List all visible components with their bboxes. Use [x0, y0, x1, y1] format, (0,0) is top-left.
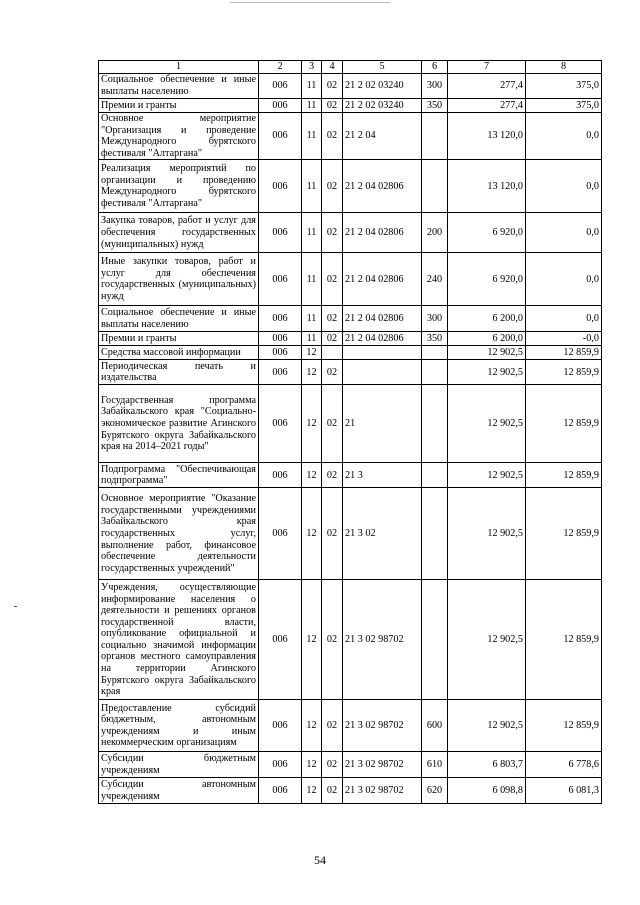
row-target-article: 21 3 02 98702 [343, 778, 422, 804]
row-expense-type [422, 385, 448, 463]
row-kvsr: 006 [259, 360, 302, 385]
table-row [99, 74, 602, 99]
row-name: Закупка товаров, работ и услуг для обеспечения государственных (муниципальных) нужд [99, 213, 259, 253]
row-target-article: 21 3 [343, 463, 422, 488]
row-amount-next: 375,0 [526, 74, 602, 99]
row-target-article: 21 2 04 [343, 113, 422, 160]
row-subsection: 02 [322, 332, 343, 346]
header-cell: 2 [259, 61, 302, 74]
row-amount-plan: 12 902,5 [448, 700, 526, 752]
row-name: Реализация мероприятий по организации и проведению Международного бурятского фестиваля "Алтаргана" [99, 160, 259, 213]
table-row [99, 253, 602, 306]
row-expense-type: 600 [422, 700, 448, 752]
row-subsection: 02 [322, 700, 343, 752]
row-kvsr: 006 [259, 752, 302, 778]
header-cell: 1 [99, 61, 259, 74]
row-section: 12 [302, 360, 322, 385]
row-section: 12 [302, 778, 322, 804]
row-subsection: 02 [322, 306, 343, 332]
table-row [99, 580, 602, 700]
row-target-article: 21 2 04 02806 [343, 160, 422, 213]
header-cell: 5 [343, 61, 422, 74]
header-cell: 3 [302, 61, 322, 74]
row-target-article: 21 3 02 [343, 488, 422, 580]
row-amount-plan: 277,4 [448, 74, 526, 99]
row-section: 12 [302, 346, 322, 360]
row-expense-type [422, 160, 448, 213]
row-subsection: 02 [322, 160, 343, 213]
row-name: Субсидии бюджетным учреждениям [99, 752, 259, 778]
row-section: 11 [302, 213, 322, 253]
row-target-article: 21 3 02 98702 [343, 700, 422, 752]
row-section: 12 [302, 385, 322, 463]
row-expense-type: 200 [422, 213, 448, 253]
row-amount-plan: 12 902,5 [448, 360, 526, 385]
table-row [99, 160, 602, 213]
table-row [99, 463, 602, 488]
row-kvsr: 006 [259, 700, 302, 752]
table-row [99, 346, 602, 360]
row-section: 11 [302, 113, 322, 160]
row-amount-next: 12 859,9 [526, 346, 602, 360]
row-kvsr: 006 [259, 488, 302, 580]
row-amount-next: 12 859,9 [526, 488, 602, 580]
row-section: 12 [302, 488, 322, 580]
row-subsection: 02 [322, 385, 343, 463]
header-cell: 6 [422, 61, 448, 74]
table-row [99, 778, 602, 804]
row-amount-next: 6 081,3 [526, 778, 602, 804]
row-amount-next: 12 859,9 [526, 463, 602, 488]
row-amount-next: 12 859,9 [526, 360, 602, 385]
row-name: Премии и гранты [99, 332, 259, 346]
row-name: Средства массовой информации [99, 346, 259, 360]
row-amount-plan: 12 902,5 [448, 488, 526, 580]
row-amount-next: 0,0 [526, 213, 602, 253]
table-row [99, 213, 602, 253]
row-section: 11 [302, 160, 322, 213]
row-kvsr: 006 [259, 306, 302, 332]
row-target-article: 21 2 02 03240 [343, 74, 422, 99]
row-target-article: 21 3 02 98702 [343, 752, 422, 778]
row-amount-next: 0,0 [526, 253, 602, 306]
table-row [99, 385, 602, 463]
table-row [99, 99, 602, 113]
row-subsection: 02 [322, 360, 343, 385]
row-name: Государственная программа Забайкальского края "Социально-экономическое развитие Агинского Бурятского округа Забайкальского края на 2014–2021 годы" [99, 385, 259, 463]
row-subsection: 02 [322, 463, 343, 488]
table-row [99, 332, 602, 346]
row-amount-plan: 12 902,5 [448, 346, 526, 360]
header-cell: 4 [322, 61, 343, 74]
table-row [99, 113, 602, 160]
row-section: 12 [302, 463, 322, 488]
row-kvsr: 006 [259, 160, 302, 213]
row-amount-plan: 6 200,0 [448, 332, 526, 346]
row-name: Предоставление субсидий бюджетным, автономным учреждениям и иным некоммерческим организациям [99, 700, 259, 752]
row-amount-next: 12 859,9 [526, 580, 602, 700]
header-cell: 8 [526, 61, 602, 74]
row-amount-next: 6 778,6 [526, 752, 602, 778]
row-name: Основное мероприятие "Оказание государственными учреждениями Забайкальского края государственных услуг, выполнение работ, финансовое обеспечение деятельности государственных учреждений" [99, 488, 259, 580]
row-expense-type [422, 360, 448, 385]
row-name: Учреждения, осуществляющие информирование населения о деятельности и решениях органов государственной власти, опубликование официальной и социально значимой информации органов местного самоуправления на территории Агинского Бурятского округа Забайкальского края [99, 580, 259, 700]
table-row [99, 306, 602, 332]
budget-table [98, 60, 602, 804]
row-subsection: 02 [322, 752, 343, 778]
row-amount-plan: 6 098,8 [448, 778, 526, 804]
scan-mark [14, 606, 17, 607]
row-section: 12 [302, 580, 322, 700]
row-name: Субсидии автономным учреждениям [99, 778, 259, 804]
row-expense-type: 300 [422, 306, 448, 332]
row-expense-type [422, 488, 448, 580]
row-expense-type: 620 [422, 778, 448, 804]
row-amount-plan: 12 902,5 [448, 580, 526, 700]
row-amount-plan: 13 120,0 [448, 113, 526, 160]
table-row [99, 752, 602, 778]
row-amount-plan: 6 920,0 [448, 253, 526, 306]
row-kvsr: 006 [259, 99, 302, 113]
row-name: Периодическая печать и издательства [99, 360, 259, 385]
row-amount-plan: 277,4 [448, 99, 526, 113]
row-amount-plan: 12 902,5 [448, 385, 526, 463]
row-amount-plan: 6 803,7 [448, 752, 526, 778]
row-expense-type [422, 346, 448, 360]
row-section: 11 [302, 332, 322, 346]
page-number: 54 [314, 853, 326, 867]
row-amount-next: 0,0 [526, 160, 602, 213]
row-name: Премии и гранты [99, 99, 259, 113]
scan-top-line [230, 2, 390, 3]
row-subsection: 02 [322, 580, 343, 700]
row-subsection: 02 [322, 213, 343, 253]
row-subsection: 02 [322, 488, 343, 580]
row-amount-next: 12 859,9 [526, 385, 602, 463]
table-body [99, 74, 602, 804]
header-cell: 7 [448, 61, 526, 74]
row-amount-next: 375,0 [526, 99, 602, 113]
row-amount-next: 12 859,9 [526, 700, 602, 752]
header-row [99, 61, 602, 74]
row-amount-next: 0,0 [526, 306, 602, 332]
row-kvsr: 006 [259, 253, 302, 306]
row-target-article: 21 3 02 98702 [343, 580, 422, 700]
row-kvsr: 006 [259, 463, 302, 488]
row-subsection: 02 [322, 74, 343, 99]
row-expense-type: 350 [422, 332, 448, 346]
row-kvsr: 006 [259, 580, 302, 700]
row-name: Основное мероприятие "Организация и проведение Международного бурятского фестиваля "Алтаргана" [99, 113, 259, 160]
row-target-article: 21 2 02 03240 [343, 99, 422, 113]
row-amount-plan: 13 120,0 [448, 160, 526, 213]
row-subsection: 02 [322, 253, 343, 306]
row-expense-type [422, 113, 448, 160]
table-row [99, 360, 602, 385]
row-kvsr: 006 [259, 385, 302, 463]
row-expense-type: 240 [422, 253, 448, 306]
row-amount-next: -0,0 [526, 332, 602, 346]
row-subsection: 02 [322, 99, 343, 113]
row-expense-type: 350 [422, 99, 448, 113]
row-target-article [343, 346, 422, 360]
row-expense-type: 300 [422, 74, 448, 99]
row-name: Социальное обеспечение и иные выплаты населению [99, 74, 259, 99]
row-amount-plan: 12 902,5 [448, 463, 526, 488]
table-header [99, 61, 602, 74]
row-kvsr: 006 [259, 74, 302, 99]
row-target-article: 21 2 04 02806 [343, 253, 422, 306]
row-kvsr: 006 [259, 346, 302, 360]
row-subsection [322, 346, 343, 360]
table-row [99, 488, 602, 580]
row-name: Иные закупки товаров, работ и услуг для обеспечения государственных (муниципальных) нужд [99, 253, 259, 306]
row-expense-type [422, 463, 448, 488]
row-subsection: 02 [322, 113, 343, 160]
row-amount-plan: 6 920,0 [448, 213, 526, 253]
row-target-article: 21 2 04 02806 [343, 332, 422, 346]
row-section: 11 [302, 253, 322, 306]
row-expense-type [422, 580, 448, 700]
row-kvsr: 006 [259, 113, 302, 160]
row-name: Социальное обеспечение и иные выплаты населению [99, 306, 259, 332]
table-row [99, 700, 602, 752]
row-section: 11 [302, 306, 322, 332]
row-kvsr: 006 [259, 213, 302, 253]
row-section: 11 [302, 99, 322, 113]
row-subsection: 02 [322, 778, 343, 804]
row-kvsr: 006 [259, 332, 302, 346]
row-target-article [343, 360, 422, 385]
row-name: Подпрограмма "Обеспечивающая подпрограмма" [99, 463, 259, 488]
row-expense-type: 610 [422, 752, 448, 778]
row-section: 11 [302, 74, 322, 99]
row-section: 12 [302, 752, 322, 778]
row-amount-next: 0,0 [526, 113, 602, 160]
row-kvsr: 006 [259, 778, 302, 804]
row-section: 12 [302, 700, 322, 752]
row-amount-plan: 6 200,0 [448, 306, 526, 332]
row-target-article: 21 2 04 02806 [343, 213, 422, 253]
row-target-article: 21 [343, 385, 422, 463]
row-target-article: 21 2 04 02806 [343, 306, 422, 332]
